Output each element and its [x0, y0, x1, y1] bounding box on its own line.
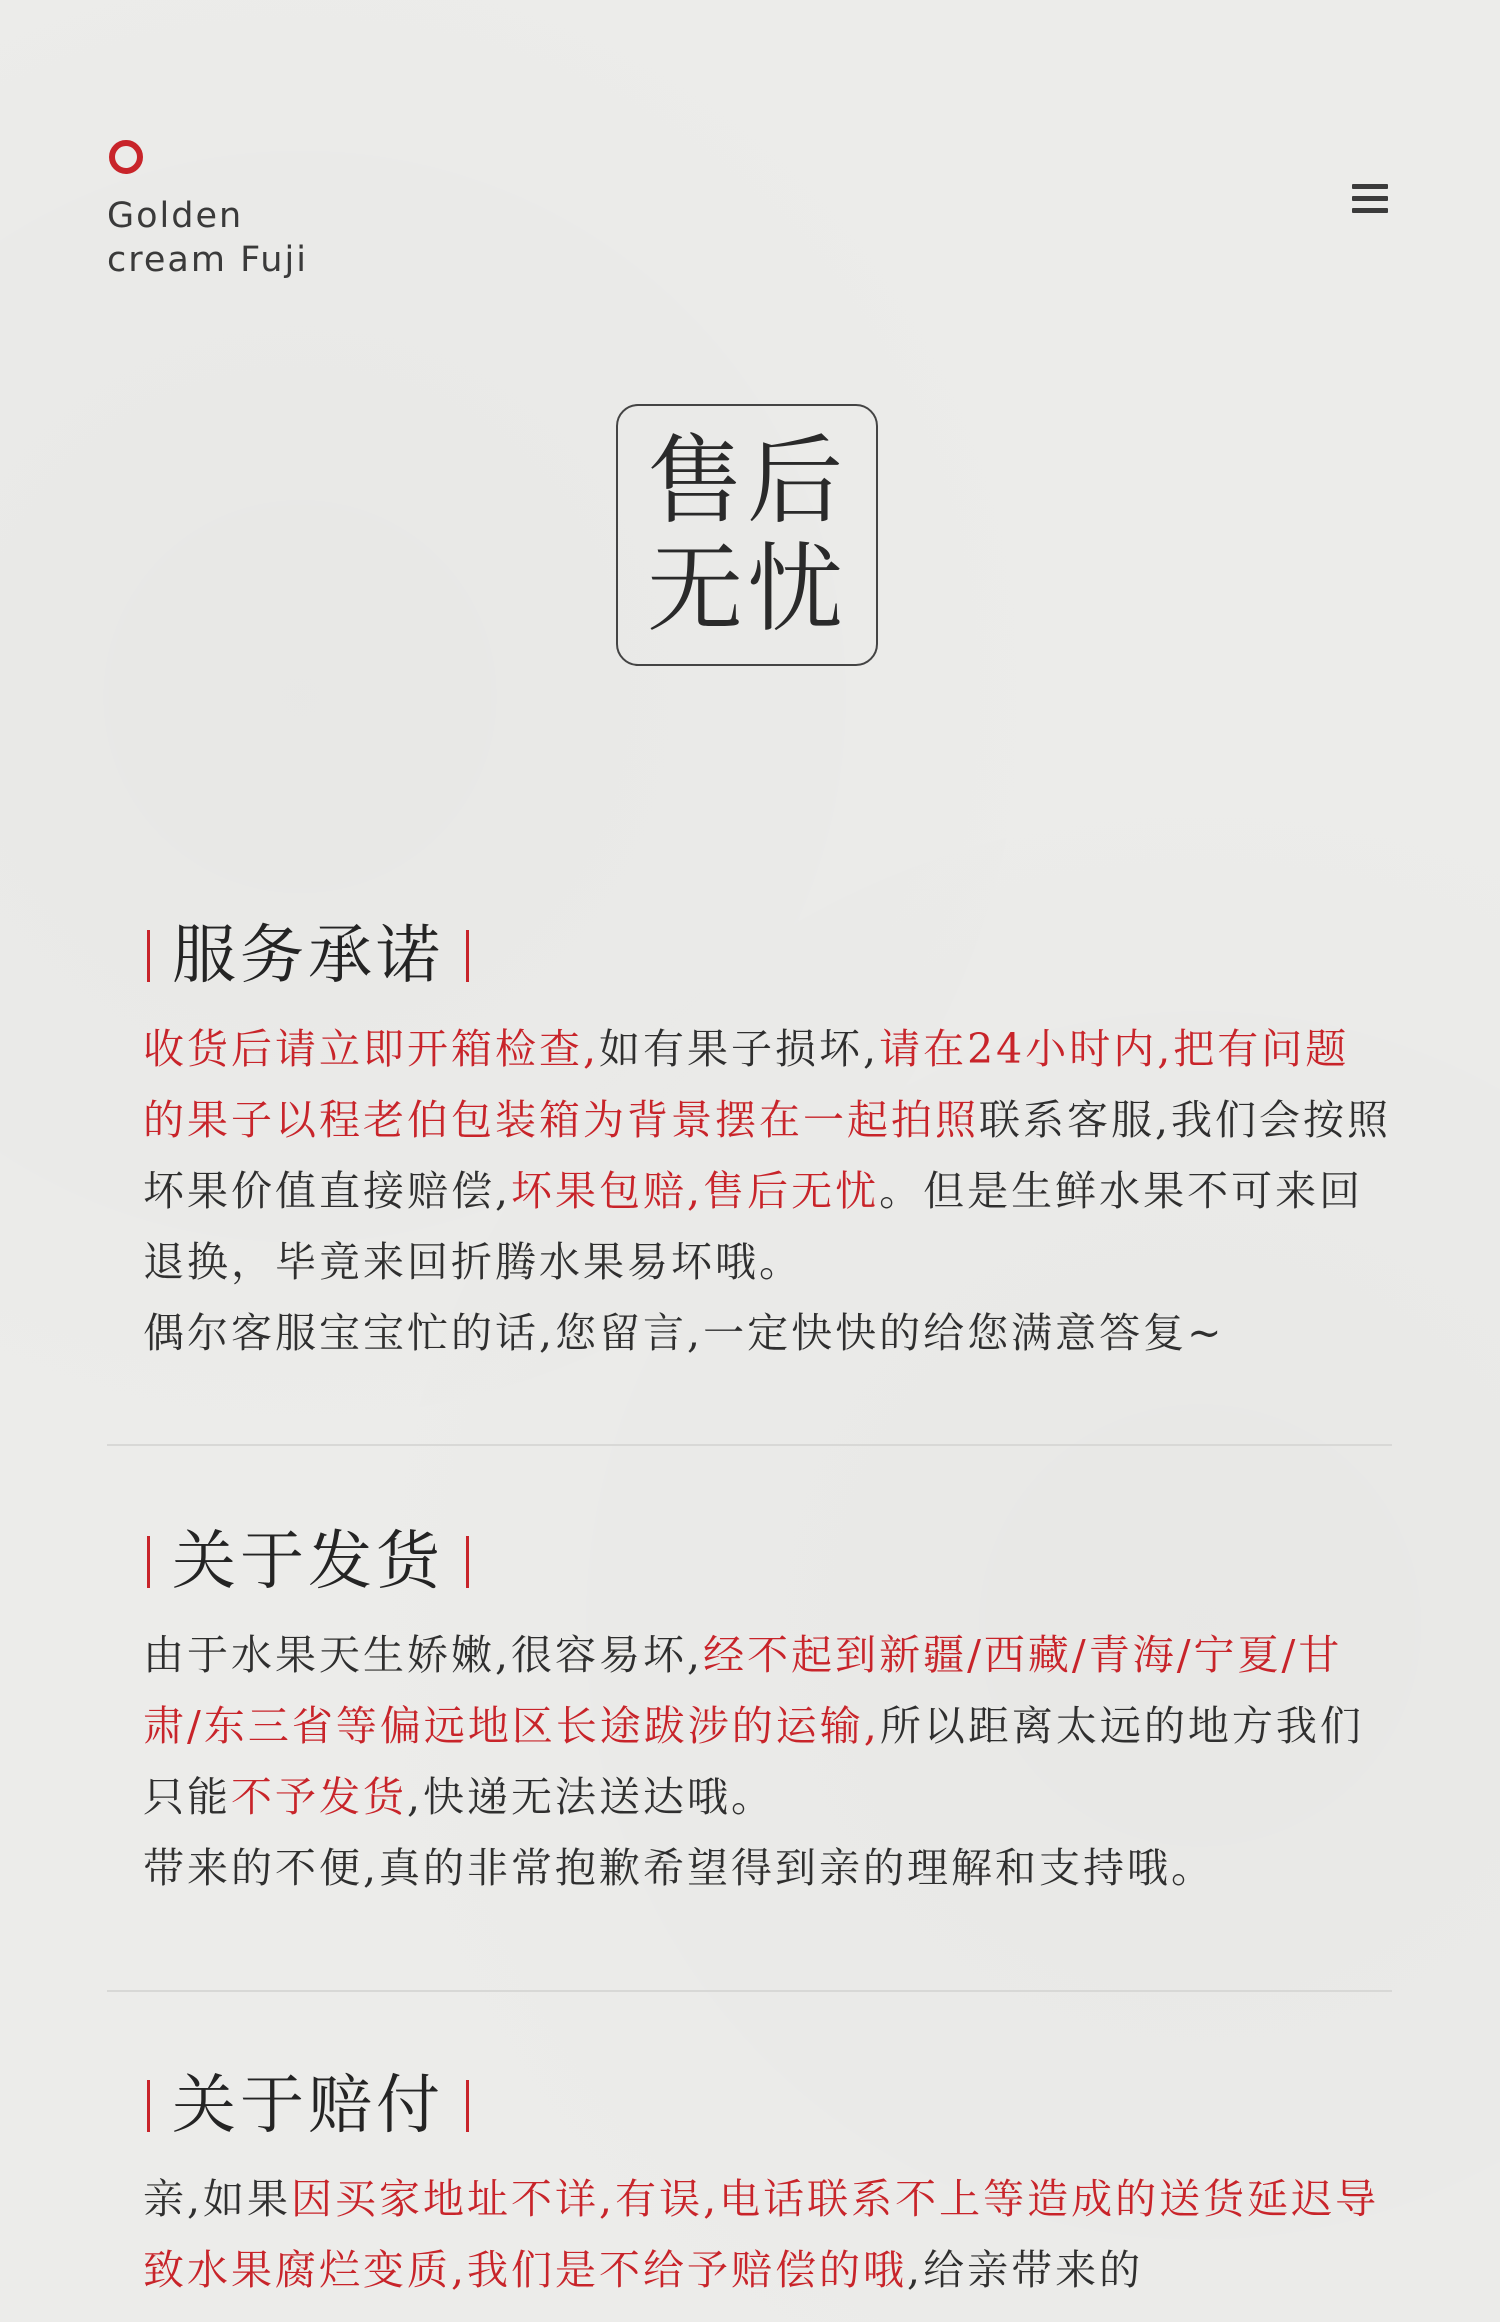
body-text: 带来的不便,真的非常抱歉希望得到亲的理解和支持哦。 [143, 1844, 1216, 1892]
body-text: ,给亲带来的 [907, 2246, 1144, 2294]
section-title [147, 1522, 469, 1602]
body-text: 联系客服,我们会按照坏果价值直接赔偿, [143, 1096, 1392, 1215]
section-title-text: 服务承诺 [172, 919, 444, 993]
section-body [143, 1014, 1392, 1369]
section-service-promise [107, 916, 1392, 1369]
section-compensation [107, 2066, 1392, 2306]
section-body [143, 2164, 1392, 2306]
menu-bar [1352, 184, 1388, 189]
section-title [147, 916, 469, 996]
highlighted-text: 坏果包赔,售后无忧 [511, 1167, 880, 1215]
section-divider [107, 1990, 1392, 1992]
brand-logo[interactable] [107, 140, 308, 282]
body-text: 偶尔客服宝宝忙的话,您留言,一定快快的给您满意答复~ [143, 1309, 1225, 1357]
highlighted-text: 不予发货 [231, 1773, 407, 1821]
highlighted-text: 因买家地址不详,有误,电话联系不上等造成的送货延迟导致水果腐烂变质,我们是不给予赔偿的哦 [143, 2175, 1380, 2294]
body-text: 亲,如果 [143, 2175, 292, 2223]
paragraph [143, 1620, 1392, 1833]
brand-name-line1: Golden [107, 196, 244, 236]
title-bar-right [466, 2080, 469, 2132]
seal-line-1: 售后 [647, 425, 847, 537]
title-bar-left [147, 1536, 150, 1588]
highlighted-text: 请在24小时内,把有问题的果子以程老伯包装箱为背景摆在一起拍照 [143, 1025, 1350, 1144]
seal-line-2: 无忧 [647, 533, 847, 645]
body-text: 所以距离太远的地方我们只能 [143, 1702, 1364, 1821]
brand-name-line2: cream Fuji [107, 240, 308, 280]
highlighted-text: 收货后请立即开箱检查, [143, 1025, 600, 1073]
section-body [143, 1620, 1392, 1904]
menu-bar [1352, 196, 1388, 201]
paragraph [143, 1014, 1392, 1298]
menu-bar [1352, 208, 1388, 213]
title-bar-right [466, 1536, 469, 1588]
section-divider [107, 1444, 1392, 1446]
body-text: 如有果子损坏, [599, 1025, 880, 1073]
section-title [147, 2066, 469, 2146]
body-text: 由于水果天生娇嫩,很容易坏, [143, 1631, 704, 1679]
section-title-text: 关于发货 [172, 1525, 444, 1599]
brand-circle-icon [109, 140, 143, 174]
section-title-text: 关于赔付 [172, 2069, 444, 2143]
paragraph [143, 1833, 1392, 1904]
page-title-seal [616, 404, 878, 666]
paragraph [143, 2164, 1392, 2306]
title-bar-left [147, 930, 150, 982]
title-bar-left [147, 2080, 150, 2132]
body-text: ,快递无法送达哦。 [407, 1773, 776, 1821]
hamburger-menu-icon[interactable] [1352, 184, 1388, 216]
brand-name [107, 194, 308, 282]
paragraph [143, 1298, 1392, 1369]
title-bar-right [466, 930, 469, 982]
section-shipping [107, 1522, 1392, 1904]
body-text: 。但是生鲜水果不可来回退换，毕竟来回折腾水果易坏哦。 [143, 1167, 1364, 1286]
highlighted-text: 经不起到新疆/西藏/青海/宁夏/甘肃/东三省等偏远地区长途跋涉的运输, [143, 1631, 1343, 1750]
